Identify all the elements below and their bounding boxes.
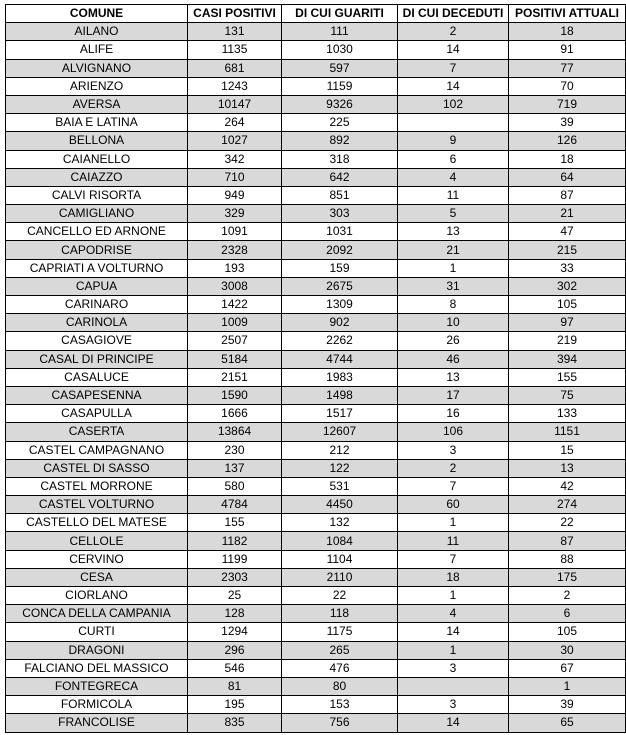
table-row bbox=[6, 277, 626, 295]
table-row bbox=[6, 568, 626, 586]
header-casi-positivi: CASI POSITIVI bbox=[188, 5, 282, 23]
cell-di-cui-guariti: 642 bbox=[282, 168, 398, 186]
cell-di-cui-deceduti: 16 bbox=[398, 405, 509, 423]
table-row bbox=[6, 23, 626, 41]
table-row bbox=[6, 587, 626, 605]
cell-di-cui-deceduti: 1 bbox=[398, 587, 509, 605]
cell-comune: DRAGONI bbox=[6, 641, 188, 659]
cell-di-cui-guariti: 225 bbox=[282, 114, 398, 132]
cell-casi-positivi: 131 bbox=[188, 23, 282, 41]
cell-positivi-attuali: 105 bbox=[509, 296, 626, 314]
cell-di-cui-guariti: 1517 bbox=[282, 405, 398, 423]
cell-positivi-attuali: 13 bbox=[509, 459, 626, 477]
cell-positivi-attuali: 47 bbox=[509, 223, 626, 241]
cell-di-cui-guariti: 4744 bbox=[282, 350, 398, 368]
table-row bbox=[6, 259, 626, 277]
cell-comune: CESA bbox=[6, 568, 188, 586]
cell-comune: FALCIANO DEL MASSICO bbox=[6, 659, 188, 677]
table-row bbox=[6, 477, 626, 495]
cell-comune: CASTELLO DEL MATESE bbox=[6, 514, 188, 532]
cell-casi-positivi: 546 bbox=[188, 659, 282, 677]
cell-positivi-attuali: 105 bbox=[509, 623, 626, 641]
cell-di-cui-deceduti: 8 bbox=[398, 296, 509, 314]
table-row bbox=[6, 241, 626, 259]
cell-comune: CASAL DI PRINCIPE bbox=[6, 350, 188, 368]
header-comune: COMUNE bbox=[6, 5, 188, 23]
cell-di-cui-deceduti: 3 bbox=[398, 441, 509, 459]
table-row bbox=[6, 423, 626, 441]
table-row bbox=[6, 59, 626, 77]
cell-comune: CASAGIOVE bbox=[6, 332, 188, 350]
cell-di-cui-guariti: 318 bbox=[282, 150, 398, 168]
cell-comune: BELLONA bbox=[6, 132, 188, 150]
cell-positivi-attuali: 126 bbox=[509, 132, 626, 150]
header-di-cui-deceduti: DI CUI DECEDUTI bbox=[398, 5, 509, 23]
cell-comune: CASTEL DI SASSO bbox=[6, 459, 188, 477]
table-row bbox=[6, 623, 626, 641]
cell-di-cui-deceduti: 60 bbox=[398, 496, 509, 514]
table-row bbox=[6, 332, 626, 350]
table-row bbox=[6, 114, 626, 132]
cell-positivi-attuali: 18 bbox=[509, 150, 626, 168]
cell-comune: CASAPESENNA bbox=[6, 386, 188, 404]
cell-comune: CANCELLO ED ARNONE bbox=[6, 223, 188, 241]
table-row bbox=[6, 368, 626, 386]
cell-comune: CASTEL MORRONE bbox=[6, 477, 188, 495]
cell-comune: CERVINO bbox=[6, 550, 188, 568]
cell-comune: FORMICOLA bbox=[6, 696, 188, 714]
cell-di-cui-deceduti: 10 bbox=[398, 314, 509, 332]
cell-casi-positivi: 296 bbox=[188, 641, 282, 659]
cell-positivi-attuali: 87 bbox=[509, 532, 626, 550]
cell-di-cui-deceduti: 7 bbox=[398, 477, 509, 495]
cell-positivi-attuali: 39 bbox=[509, 696, 626, 714]
cell-di-cui-deceduti: 26 bbox=[398, 332, 509, 350]
table-row bbox=[6, 186, 626, 204]
cell-di-cui-guariti: 2675 bbox=[282, 277, 398, 295]
cell-di-cui-guariti: 1983 bbox=[282, 368, 398, 386]
cell-di-cui-deceduti: 14 bbox=[398, 41, 509, 59]
cell-casi-positivi: 195 bbox=[188, 696, 282, 714]
cell-positivi-attuali: 97 bbox=[509, 314, 626, 332]
cell-positivi-attuali: 1 bbox=[509, 677, 626, 695]
cell-casi-positivi: 835 bbox=[188, 714, 282, 732]
table-row bbox=[6, 168, 626, 186]
cell-casi-positivi: 1027 bbox=[188, 132, 282, 150]
cell-di-cui-deceduti: 4 bbox=[398, 605, 509, 623]
table-row bbox=[6, 696, 626, 714]
cell-di-cui-deceduti bbox=[398, 677, 509, 695]
cell-comune: ARIENZO bbox=[6, 77, 188, 95]
cell-di-cui-guariti: 1309 bbox=[282, 296, 398, 314]
cell-casi-positivi: 25 bbox=[188, 587, 282, 605]
cell-positivi-attuali: 70 bbox=[509, 77, 626, 95]
cell-di-cui-guariti: 122 bbox=[282, 459, 398, 477]
table-row bbox=[6, 441, 626, 459]
cell-di-cui-deceduti: 14 bbox=[398, 714, 509, 732]
cell-di-cui-guariti: 4450 bbox=[282, 496, 398, 514]
cell-comune: AILANO bbox=[6, 23, 188, 41]
cell-casi-positivi: 10147 bbox=[188, 95, 282, 113]
cell-comune: BAIA E LATINA bbox=[6, 114, 188, 132]
cell-comune: AVERSA bbox=[6, 95, 188, 113]
cell-positivi-attuali: 219 bbox=[509, 332, 626, 350]
table-row bbox=[6, 714, 626, 732]
cell-casi-positivi: 1422 bbox=[188, 296, 282, 314]
covid-cases-table bbox=[5, 4, 626, 733]
cell-casi-positivi: 13864 bbox=[188, 423, 282, 441]
cell-positivi-attuali: 133 bbox=[509, 405, 626, 423]
table-row bbox=[6, 205, 626, 223]
table-row bbox=[6, 386, 626, 404]
cell-di-cui-deceduti: 46 bbox=[398, 350, 509, 368]
cell-comune: CAIANELLO bbox=[6, 150, 188, 168]
cell-positivi-attuali: 302 bbox=[509, 277, 626, 295]
cell-casi-positivi: 2303 bbox=[188, 568, 282, 586]
cell-casi-positivi: 681 bbox=[188, 59, 282, 77]
cell-di-cui-guariti: 1031 bbox=[282, 223, 398, 241]
cell-positivi-attuali: 1151 bbox=[509, 423, 626, 441]
cell-comune: CONCA DELLA CAMPANIA bbox=[6, 605, 188, 623]
cell-casi-positivi: 230 bbox=[188, 441, 282, 459]
cell-di-cui-guariti: 1175 bbox=[282, 623, 398, 641]
table-row bbox=[6, 659, 626, 677]
cell-casi-positivi: 155 bbox=[188, 514, 282, 532]
cell-casi-positivi: 329 bbox=[188, 205, 282, 223]
cell-casi-positivi: 264 bbox=[188, 114, 282, 132]
cell-casi-positivi: 580 bbox=[188, 477, 282, 495]
cell-positivi-attuali: 2 bbox=[509, 587, 626, 605]
cell-comune: CURTI bbox=[6, 623, 188, 641]
cell-di-cui-guariti: 892 bbox=[282, 132, 398, 150]
cell-casi-positivi: 3008 bbox=[188, 277, 282, 295]
cell-comune: CALVI RISORTA bbox=[6, 186, 188, 204]
table-row bbox=[6, 459, 626, 477]
table-row bbox=[6, 150, 626, 168]
cell-comune: CARINOLA bbox=[6, 314, 188, 332]
cell-casi-positivi: 1091 bbox=[188, 223, 282, 241]
cell-di-cui-guariti: 2110 bbox=[282, 568, 398, 586]
cell-comune: ALIFE bbox=[6, 41, 188, 59]
cell-di-cui-guariti: 9326 bbox=[282, 95, 398, 113]
cell-casi-positivi: 193 bbox=[188, 259, 282, 277]
cell-di-cui-deceduti: 1 bbox=[398, 259, 509, 277]
cell-di-cui-deceduti bbox=[398, 114, 509, 132]
cell-positivi-attuali: 18 bbox=[509, 23, 626, 41]
cell-di-cui-guariti: 1104 bbox=[282, 550, 398, 568]
cell-casi-positivi: 4784 bbox=[188, 496, 282, 514]
cell-positivi-attuali: 77 bbox=[509, 59, 626, 77]
cell-positivi-attuali: 175 bbox=[509, 568, 626, 586]
cell-di-cui-guariti: 1030 bbox=[282, 41, 398, 59]
cell-di-cui-deceduti: 3 bbox=[398, 659, 509, 677]
cell-positivi-attuali: 21 bbox=[509, 205, 626, 223]
cell-casi-positivi: 710 bbox=[188, 168, 282, 186]
cell-casi-positivi: 342 bbox=[188, 150, 282, 168]
cell-di-cui-guariti: 2092 bbox=[282, 241, 398, 259]
cell-di-cui-guariti: 1498 bbox=[282, 386, 398, 404]
cell-positivi-attuali: 42 bbox=[509, 477, 626, 495]
cell-comune: CAIAZZO bbox=[6, 168, 188, 186]
cell-di-cui-deceduti: 2 bbox=[398, 23, 509, 41]
cell-di-cui-deceduti: 4 bbox=[398, 168, 509, 186]
cell-di-cui-deceduti: 18 bbox=[398, 568, 509, 586]
cell-casi-positivi: 1199 bbox=[188, 550, 282, 568]
cell-positivi-attuali: 30 bbox=[509, 641, 626, 659]
cell-positivi-attuali: 155 bbox=[509, 368, 626, 386]
cell-positivi-attuali: 67 bbox=[509, 659, 626, 677]
cell-di-cui-guariti: 1159 bbox=[282, 77, 398, 95]
cell-positivi-attuali: 91 bbox=[509, 41, 626, 59]
table-row bbox=[6, 496, 626, 514]
cell-positivi-attuali: 65 bbox=[509, 714, 626, 732]
cell-di-cui-deceduti: 11 bbox=[398, 532, 509, 550]
cell-comune: CASERTA bbox=[6, 423, 188, 441]
cell-di-cui-deceduti: 21 bbox=[398, 241, 509, 259]
cell-casi-positivi: 137 bbox=[188, 459, 282, 477]
cell-di-cui-guariti: 531 bbox=[282, 477, 398, 495]
cell-di-cui-guariti: 118 bbox=[282, 605, 398, 623]
table-row bbox=[6, 350, 626, 368]
header-di-cui-guariti: DI CUI GUARITI bbox=[282, 5, 398, 23]
cell-di-cui-deceduti: 7 bbox=[398, 550, 509, 568]
cell-casi-positivi: 1243 bbox=[188, 77, 282, 95]
cell-comune: CASAPULLA bbox=[6, 405, 188, 423]
table-row bbox=[6, 677, 626, 695]
cell-casi-positivi: 2151 bbox=[188, 368, 282, 386]
cell-casi-positivi: 128 bbox=[188, 605, 282, 623]
cell-di-cui-guariti: 265 bbox=[282, 641, 398, 659]
cell-di-cui-deceduti: 5 bbox=[398, 205, 509, 223]
cell-di-cui-deceduti: 17 bbox=[398, 386, 509, 404]
cell-casi-positivi: 1135 bbox=[188, 41, 282, 59]
table-row bbox=[6, 296, 626, 314]
cell-positivi-attuali: 64 bbox=[509, 168, 626, 186]
header-row bbox=[6, 5, 626, 23]
cell-comune: CELLOLE bbox=[6, 532, 188, 550]
table-row bbox=[6, 223, 626, 241]
table-row bbox=[6, 95, 626, 113]
table-row bbox=[6, 314, 626, 332]
cell-di-cui-guariti: 1084 bbox=[282, 532, 398, 550]
cell-di-cui-guariti: 597 bbox=[282, 59, 398, 77]
cell-di-cui-deceduti: 31 bbox=[398, 277, 509, 295]
cell-di-cui-deceduti: 13 bbox=[398, 223, 509, 241]
cell-di-cui-deceduti: 1 bbox=[398, 514, 509, 532]
cell-di-cui-guariti: 132 bbox=[282, 514, 398, 532]
cell-positivi-attuali: 88 bbox=[509, 550, 626, 568]
table-row bbox=[6, 132, 626, 150]
cell-casi-positivi: 1666 bbox=[188, 405, 282, 423]
cell-comune: CAPUA bbox=[6, 277, 188, 295]
cell-casi-positivi: 5184 bbox=[188, 350, 282, 368]
cell-di-cui-guariti: 80 bbox=[282, 677, 398, 695]
cell-casi-positivi: 1182 bbox=[188, 532, 282, 550]
cell-positivi-attuali: 33 bbox=[509, 259, 626, 277]
cell-di-cui-deceduti: 102 bbox=[398, 95, 509, 113]
cell-comune: CASTEL CAMPAGNANO bbox=[6, 441, 188, 459]
cell-positivi-attuali: 15 bbox=[509, 441, 626, 459]
cell-di-cui-guariti: 153 bbox=[282, 696, 398, 714]
cell-di-cui-guariti: 303 bbox=[282, 205, 398, 223]
cell-positivi-attuali: 75 bbox=[509, 386, 626, 404]
cell-casi-positivi: 2328 bbox=[188, 241, 282, 259]
cell-positivi-attuali: 719 bbox=[509, 95, 626, 113]
cell-comune: CAPRIATI A VOLTURNO bbox=[6, 259, 188, 277]
cell-positivi-attuali: 6 bbox=[509, 605, 626, 623]
cell-di-cui-guariti: 111 bbox=[282, 23, 398, 41]
cell-di-cui-guariti: 2262 bbox=[282, 332, 398, 350]
cell-comune: CASALUCE bbox=[6, 368, 188, 386]
table-body bbox=[6, 23, 626, 732]
cell-comune: CAMIGLIANO bbox=[6, 205, 188, 223]
cell-positivi-attuali: 22 bbox=[509, 514, 626, 532]
cell-di-cui-deceduti: 14 bbox=[398, 77, 509, 95]
cell-di-cui-guariti: 212 bbox=[282, 441, 398, 459]
table-row bbox=[6, 41, 626, 59]
cell-di-cui-guariti: 902 bbox=[282, 314, 398, 332]
cell-di-cui-deceduti: 1 bbox=[398, 641, 509, 659]
table-row bbox=[6, 605, 626, 623]
cell-comune: FONTEGRECA bbox=[6, 677, 188, 695]
cell-di-cui-guariti: 12607 bbox=[282, 423, 398, 441]
cell-comune: FRANCOLISE bbox=[6, 714, 188, 732]
cell-di-cui-deceduti: 7 bbox=[398, 59, 509, 77]
cell-di-cui-deceduti: 14 bbox=[398, 623, 509, 641]
table-row bbox=[6, 641, 626, 659]
cell-comune: CASTEL VOLTURNO bbox=[6, 496, 188, 514]
cell-di-cui-deceduti: 11 bbox=[398, 186, 509, 204]
cell-positivi-attuali: 39 bbox=[509, 114, 626, 132]
cell-di-cui-guariti: 851 bbox=[282, 186, 398, 204]
cell-di-cui-deceduti: 9 bbox=[398, 132, 509, 150]
table-row bbox=[6, 532, 626, 550]
cell-comune: ALVIGNANO bbox=[6, 59, 188, 77]
header-positivi-attuali: POSITIVI ATTUALI bbox=[509, 5, 626, 23]
table-header bbox=[6, 5, 626, 23]
cell-di-cui-deceduti: 3 bbox=[398, 696, 509, 714]
cell-di-cui-guariti: 159 bbox=[282, 259, 398, 277]
cell-positivi-attuali: 394 bbox=[509, 350, 626, 368]
cell-di-cui-deceduti: 6 bbox=[398, 150, 509, 168]
cell-casi-positivi: 1590 bbox=[188, 386, 282, 404]
cell-casi-positivi: 949 bbox=[188, 186, 282, 204]
cell-casi-positivi: 1009 bbox=[188, 314, 282, 332]
cell-di-cui-guariti: 756 bbox=[282, 714, 398, 732]
cell-di-cui-deceduti: 2 bbox=[398, 459, 509, 477]
cell-comune: CARINARO bbox=[6, 296, 188, 314]
table-row bbox=[6, 514, 626, 532]
table-row bbox=[6, 550, 626, 568]
cell-comune: CIORLANO bbox=[6, 587, 188, 605]
cell-positivi-attuali: 274 bbox=[509, 496, 626, 514]
cell-comune: CAPODRISE bbox=[6, 241, 188, 259]
cell-di-cui-guariti: 22 bbox=[282, 587, 398, 605]
table-row bbox=[6, 405, 626, 423]
cell-di-cui-deceduti: 106 bbox=[398, 423, 509, 441]
cell-di-cui-guariti: 476 bbox=[282, 659, 398, 677]
cell-positivi-attuali: 87 bbox=[509, 186, 626, 204]
cell-di-cui-deceduti: 13 bbox=[398, 368, 509, 386]
cell-casi-positivi: 1294 bbox=[188, 623, 282, 641]
cell-casi-positivi: 2507 bbox=[188, 332, 282, 350]
cell-casi-positivi: 81 bbox=[188, 677, 282, 695]
table-row bbox=[6, 77, 626, 95]
cell-positivi-attuali: 215 bbox=[509, 241, 626, 259]
